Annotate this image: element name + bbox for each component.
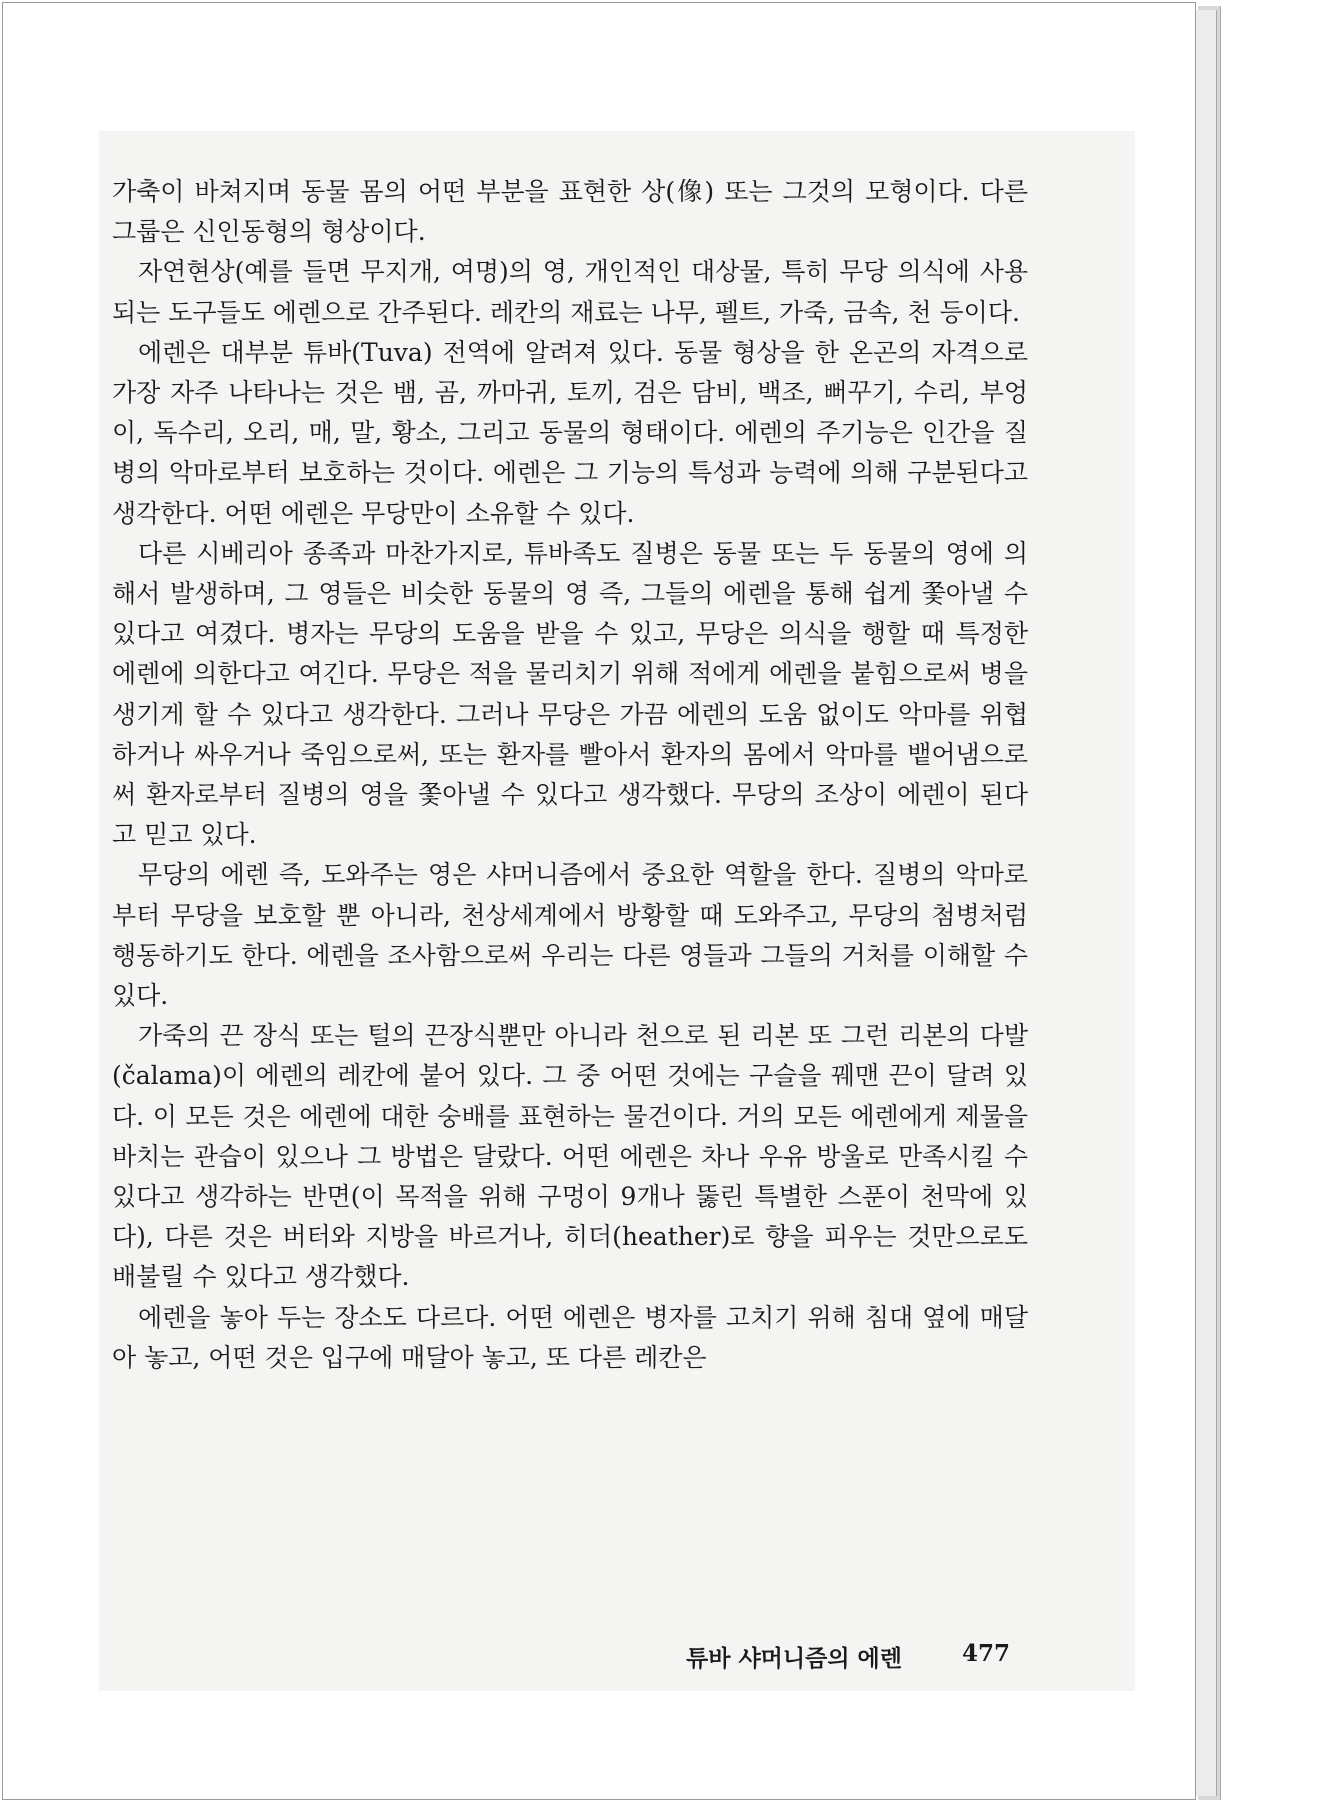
paragraph: 가축이 바쳐지며 동물 몸의 어떤 부분을 표현한 상(像) 또는 그것의 모형이다. 다른 그룹은 신인동형의 형상이다. bbox=[112, 177, 1028, 247]
paragraph: 무당의 에렌 즉, 도와주는 영은 샤머니즘에서 중요한 역할을 한다. 질병의 악마로부터 무당을 보호할 뿐 아니라, 천상세계에서 방황할 때 도와주고, 무당의 첨병처럼 행동하기도 한다. 에렌을 조사함으로써 우리는 다른 영들과 그들의 거처를 이해할 수 있다. bbox=[112, 860, 1028, 1011]
paragraph: 에렌은 대부분 튜바(Tuva) 전역에 알려져 있다. 동물 형상을 한 온곤의 자격으로 가장 자주 나타나는 것은 뱀, 곰, 까마귀, 토끼, 검은 담비, 백조, 뻐꾸기, 수리, 부엉이, 독수리, 오리, 매, 말, 황소, 그리고 동물의 형태이다. 에렌의 주기능은 인간을 질병의 악마로부터 보호하는 것이다. 에렌은 그 기능의 특성과 능력에 의해 구분된다고 생각한다. 어떤 에렌은 무당만이 소유할 수 있다. bbox=[112, 337, 1028, 528]
paragraph: 다른 시베리아 종족과 마찬가지로, 튜바족도 질병은 동물 또는 두 동물의 영에 의해서 발생하며, 그 영들은 비슷한 동물의 영 즉, 그들의 에렌을 통해 쉽게 쫓아낼 수 있다고 여겼다. 병자는 무당의 도움을 받을 수 있고, 무당은 의식을 행할 때 특정한 에렌에 의한다고 여긴다. 무당은 적을 물리치기 위해 적에게 에렌을 붙힘으로써 병을 생기게 할 수 있다고 생각한다. 그러나 무당은 가끔 에렌의 도움 없이도 악마를 위협하거나 싸우거나 죽임으로써, 또는 환자를 빨아서 환자의 몸에서 악마를 뱉어냄으로써 환자로부터 질병의 영을 쫓아낼 수 있다고 생각했다. 무당의 조상이 에렌이 된다고 믿고 있다. bbox=[112, 538, 1028, 850]
body-text bbox=[112, 172, 1028, 1378]
paragraph: 에렌을 놓아 두는 장소도 다르다. 어떤 에렌은 병자를 고치기 위해 침대 옆에 매달아 놓고, 어떤 것은 입구에 매달아 놓고, 또 다른 레칸은 bbox=[112, 1302, 1028, 1372]
footer-title: 튜바 샤머니즘의 에렌 bbox=[686, 1645, 902, 1672]
page-edge bbox=[1196, 10, 1217, 1796]
paragraph: 가죽의 끈 장식 또는 털의 끈장식뿐만 아니라 천으로 된 리본 또 그런 리본의 다발(čalama)이 에렌의 레칸에 붙어 있다. 그 중 어떤 것에는 구슬을 꿰맨 끈이 달려 있다. 이 모든 것은 에렌에 대한 숭배를 표현하는 물건이다. 거의 모든 에렌에게 제물을 바치는 관습이 있으나 그 방법은 달랐다. 어떤 에렌은 차나 우유 방울로 만족시킬 수 있다고 생각하는 반면(이 목적을 위해 구멍이 9개나 뚫린 특별한 스푼이 천막에 있다), 다른 것은 버터와 지방을 바르거나, 히더(heather)로 향을 피우는 것만으로도 배불릴 수 있다고 생각했다. bbox=[112, 1021, 1028, 1292]
page-number: 477 bbox=[962, 1640, 1011, 1667]
paragraph: 자연현상(예를 들면 무지개, 여명)의 영, 개인적인 대상물, 특히 무당 의식에 사용되는 도구들도 에렌으로 간주된다. 레칸의 재료는 나무, 펠트, 가죽, 금속, 천 등이다. bbox=[112, 257, 1028, 327]
